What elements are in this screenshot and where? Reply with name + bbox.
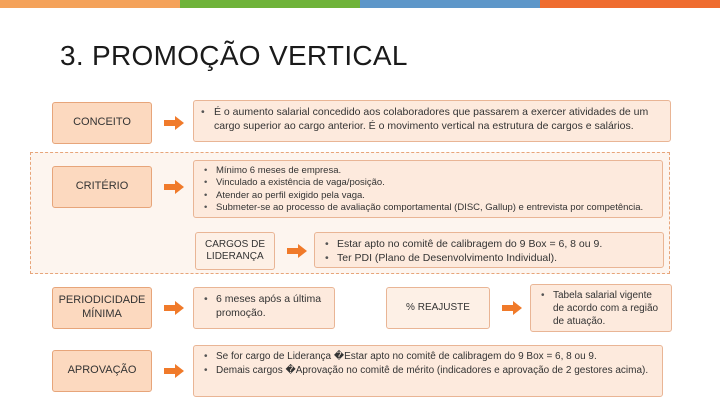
arrow-right-icon: [287, 244, 307, 258]
lideranca-list: [323, 237, 657, 265]
bullet: •: [201, 106, 205, 118]
accent-segment: [360, 0, 540, 8]
reajuste-label: % REAJUSTE: [386, 287, 490, 329]
periodicidade-content: [193, 287, 335, 329]
reajuste-content: [530, 284, 672, 332]
arrow-right-icon: [164, 180, 184, 194]
aprovacao-item: • Demais cargos �Aprovação no comitê de mérito (indicadores e aprovação de 2 gestores acima).: [202, 364, 656, 378]
conceito-text: É o aumento salarial concedido aos colaboradores que passarem a exercer atividades de um cargo superior ao cargo anterior. É o movimento vertical na estrutura de cargos e salários.: [214, 106, 649, 133]
lideranca-item: • Ter PDI (Plano de Desenvolvimento Individual).: [323, 251, 657, 265]
accent-segment: [180, 0, 360, 8]
accent-segment: [0, 0, 180, 8]
periodicidade-list: [202, 292, 328, 320]
aprovacao-item: • Se for cargo de Liderança �Estar apto no comitê de calibragem do 9 Box = 6, 8 ou 9.: [202, 350, 656, 364]
arrow-right-icon: [164, 301, 184, 315]
aprovacao-list: [202, 350, 656, 377]
criterio-content: [193, 160, 663, 218]
criterio-label: CRITÉRIO: [52, 166, 152, 208]
top-accent-bar: [0, 0, 720, 8]
arrow-right-icon: [164, 364, 184, 378]
conceito-content: [193, 100, 671, 142]
lideranca-label: CARGOS DE LIDERANÇA: [195, 232, 275, 270]
periodicidade-label: PERIODICIDADE MÍNIMA: [52, 287, 152, 329]
accent-segment: [540, 0, 720, 8]
criterio-item: • Vinculado a existência de vaga/posição.: [202, 177, 656, 189]
lideranca-content: [314, 232, 664, 268]
criterio-item: • Atender ao perfil exigido pela vaga.: [202, 190, 656, 202]
reajuste-list: [539, 289, 665, 328]
arrow-right-icon: [502, 301, 522, 315]
lideranca-item: • Estar apto no comitê de calibragem do 9 Box = 6, 8 ou 9.: [323, 237, 657, 251]
slide-title: 3. PROMOÇÃO VERTICAL: [60, 40, 408, 71]
criterio-list: [202, 165, 656, 214]
aprovacao-label: APROVAÇÃO: [52, 350, 152, 392]
reajuste-item: • Tabela salarial vigente de acordo com a região de atuação.: [539, 289, 665, 328]
aprovacao-content: [193, 345, 663, 397]
criterio-item: • Mínimo 6 meses de empresa.: [202, 165, 656, 177]
arrow-right-icon: [164, 116, 184, 130]
conceito-label: CONCEITO: [52, 102, 152, 144]
periodicidade-item: • 6 meses após a última promoção.: [202, 292, 328, 320]
criterio-item: • Submeter-se ao processo de avaliação comportamental (DISC, Gallup) e entrevista por competência.: [202, 202, 656, 214]
